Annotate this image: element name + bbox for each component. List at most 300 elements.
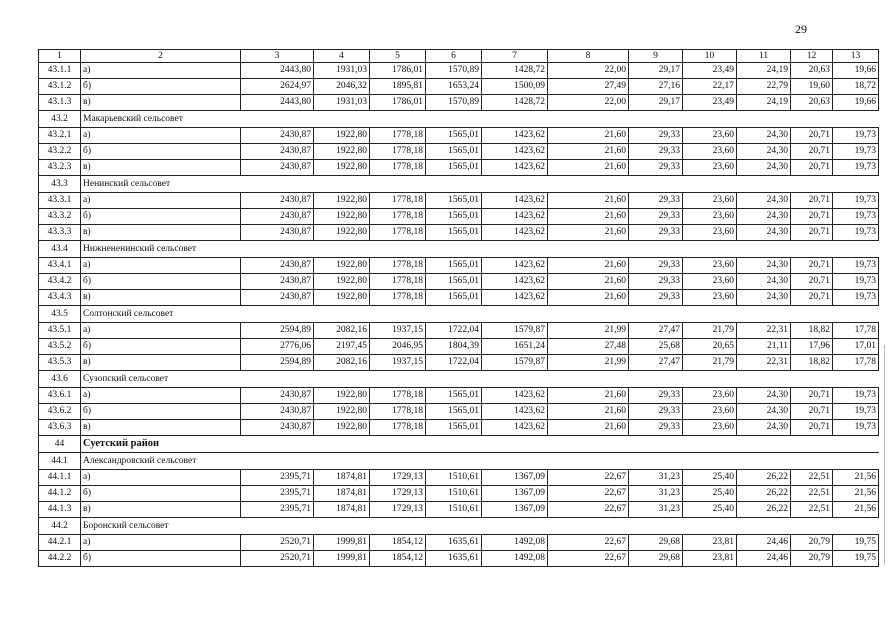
page-number: 29 [795,22,807,36]
value-cell: 2430,87 [241,258,314,274]
row-label: б) [81,551,241,567]
value-cell: 1937,15 [370,323,426,339]
value-cell: 21,60 [548,128,629,144]
value-cell: 19,73 [833,404,879,420]
value-cell: 1729,13 [370,486,426,502]
value-cell: 20,71 [791,420,833,436]
value-cell: 2430,87 [241,225,314,241]
column-header-2: 2 [81,50,241,63]
value-cell: 24,30 [737,144,791,160]
section-heading-row [39,241,879,258]
value-cell: 2776,06 [241,339,314,355]
value-cell: 31,23 [629,486,683,502]
row-code: 43.5.3 [39,355,81,371]
value-cell: 1510,61 [426,502,482,518]
value-cell: 25,68 [629,339,683,355]
table-body [39,63,879,567]
value-cell: 22,31 [737,355,791,371]
row-code: 44.1.3 [39,502,81,518]
table-row [39,290,879,306]
value-cell: 23,81 [683,551,737,567]
value-cell: 21,60 [548,258,629,274]
value-cell: 1565,01 [426,274,482,290]
value-cell: 20,63 [791,95,833,111]
value-cell: 29,68 [629,551,683,567]
value-cell: 1786,01 [370,95,426,111]
value-cell: 19,73 [833,160,879,176]
value-cell: 1565,01 [426,404,482,420]
value-cell: 22,00 [548,95,629,111]
value-cell: 21,60 [548,160,629,176]
section-title: Александровский сельсовет [81,453,879,470]
value-cell: 19,60 [791,79,833,95]
section-title: Ненинский сельсовет [81,176,879,193]
value-cell: 1423,62 [482,420,548,436]
value-cell: 23,60 [683,420,737,436]
value-cell: 29,33 [629,404,683,420]
value-cell: 21,60 [548,290,629,306]
value-cell: 1565,01 [426,225,482,241]
value-cell: 20,71 [791,193,833,209]
district-heading-row [39,436,879,453]
column-header-8: 8 [548,50,629,63]
value-cell: 21,60 [548,209,629,225]
value-cell: 1428,72 [482,63,548,79]
value-cell: 18,72 [833,79,879,95]
value-cell: 1922,80 [314,274,370,290]
column-header-5: 5 [370,50,426,63]
value-cell: 29,33 [629,290,683,306]
value-cell: 1423,62 [482,404,548,420]
section-code: 43.5 [39,306,81,323]
value-cell: 1565,01 [426,420,482,436]
column-header-6: 6 [426,50,482,63]
column-header-7: 7 [482,50,548,63]
value-cell: 1653,24 [426,79,482,95]
row-code: 43.5.1 [39,323,81,339]
value-cell: 2443,80 [241,63,314,79]
value-cell: 19,66 [833,63,879,79]
table-row [39,535,879,551]
district-title: Суетский район [81,436,879,453]
section-code: 43.2 [39,111,81,128]
value-cell: 19,73 [833,193,879,209]
value-cell: 17,78 [833,355,879,371]
section-heading-row [39,306,879,323]
value-cell: 19,66 [833,95,879,111]
table-row [39,95,879,111]
value-cell: 20,63 [791,63,833,79]
row-code: 43.6.2 [39,404,81,420]
table-row [39,551,879,567]
value-cell: 1367,09 [482,470,548,486]
value-cell: 1922,80 [314,160,370,176]
value-cell: 21,56 [833,502,879,518]
row-label: а) [81,323,241,339]
value-cell: 2046,95 [370,339,426,355]
value-cell: 2430,87 [241,420,314,436]
value-cell: 20,71 [791,404,833,420]
value-cell: 20,65 [683,339,737,355]
value-cell: 24,30 [737,274,791,290]
value-cell: 2594,89 [241,355,314,371]
value-cell: 22,79 [737,79,791,95]
row-code: 43.3.3 [39,225,81,241]
row-label: б) [81,404,241,420]
table-row [39,160,879,176]
value-cell: 1565,01 [426,144,482,160]
value-cell: 24,30 [737,160,791,176]
value-cell: 24,30 [737,128,791,144]
value-cell: 1565,01 [426,193,482,209]
row-code: 43.2.3 [39,160,81,176]
value-cell: 1937,15 [370,355,426,371]
value-cell: 1423,62 [482,225,548,241]
value-cell: 1367,09 [482,486,548,502]
value-cell: 1922,80 [314,225,370,241]
value-cell: 19,75 [833,551,879,567]
value-cell: 2046,32 [314,79,370,95]
value-cell: 1922,80 [314,404,370,420]
value-cell: 1874,81 [314,470,370,486]
value-cell: 19,73 [833,144,879,160]
value-cell: 1510,61 [426,486,482,502]
value-cell: 17,96 [791,339,833,355]
value-cell: 23,60 [683,404,737,420]
row-label: в) [81,95,241,111]
value-cell: 1778,18 [370,388,426,404]
value-cell: 1565,01 [426,388,482,404]
value-cell: 29,33 [629,144,683,160]
section-code: 43.4 [39,241,81,258]
value-cell: 24,30 [737,193,791,209]
value-cell: 1922,80 [314,290,370,306]
value-cell: 18,82 [791,323,833,339]
value-cell: 24,19 [737,63,791,79]
value-cell: 1579,87 [482,355,548,371]
value-cell: 2082,16 [314,323,370,339]
table-row [39,486,879,502]
value-cell: 1922,80 [314,128,370,144]
value-cell: 18,82 [791,355,833,371]
table-row [39,225,879,241]
value-cell: 27,49 [548,79,629,95]
column-header-10: 10 [683,50,737,63]
scan-edge-line [884,345,885,565]
row-label: б) [81,144,241,160]
value-cell: 20,79 [791,535,833,551]
table-row [39,144,879,160]
value-cell: 23,60 [683,193,737,209]
value-cell: 1854,12 [370,535,426,551]
value-cell: 2430,87 [241,290,314,306]
value-cell: 19,73 [833,209,879,225]
value-cell: 1778,18 [370,404,426,420]
column-header-13: 13 [833,50,879,63]
value-cell: 2430,87 [241,160,314,176]
value-cell: 1635,61 [426,551,482,567]
value-cell: 1367,09 [482,502,548,518]
value-cell: 2520,71 [241,551,314,567]
value-cell: 1510,61 [426,470,482,486]
value-cell: 19,75 [833,535,879,551]
column-header-11: 11 [737,50,791,63]
value-cell: 29,68 [629,535,683,551]
value-cell: 1492,08 [482,535,548,551]
value-cell: 1722,04 [426,355,482,371]
header-row [39,50,879,63]
value-cell: 1931,03 [314,63,370,79]
value-cell: 1778,18 [370,258,426,274]
row-label: а) [81,63,241,79]
table-row [39,355,879,371]
table-row [39,258,879,274]
section-code: 44 [39,436,81,453]
value-cell: 20,71 [791,388,833,404]
value-cell: 29,17 [629,63,683,79]
value-cell: 21,79 [683,355,737,371]
value-cell: 22,67 [548,502,629,518]
value-cell: 21,79 [683,323,737,339]
value-cell: 2430,87 [241,209,314,225]
value-cell: 1922,80 [314,420,370,436]
value-cell: 2430,87 [241,388,314,404]
value-cell: 19,73 [833,388,879,404]
value-cell: 20,71 [791,258,833,274]
table-row [39,193,879,209]
section-title: Солтонский сельсовет [81,306,879,323]
value-cell: 17,78 [833,323,879,339]
value-cell: 1778,18 [370,209,426,225]
value-cell: 2430,87 [241,128,314,144]
value-cell: 23,49 [683,95,737,111]
table-row [39,209,879,225]
table-row [39,339,879,355]
value-cell: 1729,13 [370,470,426,486]
column-header-1: 1 [39,50,81,63]
value-cell: 22,17 [683,79,737,95]
section-title: Нижнененинский сельсовет [81,241,879,258]
table-header [39,50,879,63]
value-cell: 1999,81 [314,551,370,567]
value-cell: 26,22 [737,470,791,486]
table-row [39,128,879,144]
value-cell: 2395,71 [241,470,314,486]
value-cell: 20,71 [791,290,833,306]
row-label: а) [81,128,241,144]
column-header-12: 12 [791,50,833,63]
value-cell: 27,16 [629,79,683,95]
row-label: б) [81,486,241,502]
value-cell: 1423,62 [482,290,548,306]
value-cell: 2624,97 [241,79,314,95]
value-cell: 1500,09 [482,79,548,95]
row-label: а) [81,258,241,274]
value-cell: 20,71 [791,128,833,144]
value-cell: 29,33 [629,225,683,241]
value-cell: 21,99 [548,323,629,339]
row-label: а) [81,470,241,486]
table-row [39,274,879,290]
row-code: 43.1.1 [39,63,81,79]
table-row [39,63,879,79]
row-label: в) [81,420,241,436]
section-title: Макарьевский сельсовет [81,111,879,128]
value-cell: 19,73 [833,290,879,306]
value-cell: 1428,72 [482,95,548,111]
value-cell: 22,67 [548,486,629,502]
value-cell: 31,23 [629,470,683,486]
value-cell: 29,33 [629,420,683,436]
value-cell: 1565,01 [426,258,482,274]
value-cell: 24,30 [737,258,791,274]
value-cell: 1895,81 [370,79,426,95]
column-header-3: 3 [241,50,314,63]
row-code: 43.3.1 [39,193,81,209]
row-label: в) [81,502,241,518]
value-cell: 20,71 [791,144,833,160]
value-cell: 2082,16 [314,355,370,371]
row-label: а) [81,193,241,209]
value-cell: 20,79 [791,551,833,567]
value-cell: 23,49 [683,63,737,79]
row-label: а) [81,535,241,551]
value-cell: 1423,62 [482,193,548,209]
value-cell: 29,33 [629,128,683,144]
value-cell: 21,56 [833,486,879,502]
value-cell: 2430,87 [241,404,314,420]
value-cell: 1423,62 [482,274,548,290]
section-heading-row [39,371,879,388]
section-code: 44.1 [39,453,81,470]
row-label: а) [81,388,241,404]
row-code: 43.4.1 [39,258,81,274]
value-cell: 19,73 [833,128,879,144]
value-cell: 1778,18 [370,274,426,290]
value-cell: 1922,80 [314,209,370,225]
row-label: в) [81,160,241,176]
section-code: 43.3 [39,176,81,193]
row-code: 44.1.1 [39,470,81,486]
value-cell: 1423,62 [482,209,548,225]
value-cell: 1565,01 [426,128,482,144]
value-cell: 2395,71 [241,486,314,502]
row-code: 44.2.1 [39,535,81,551]
row-code: 44.1.2 [39,486,81,502]
value-cell: 19,73 [833,420,879,436]
row-code: 43.1.2 [39,79,81,95]
value-cell: 1570,89 [426,63,482,79]
value-cell: 24,30 [737,388,791,404]
section-heading-row [39,176,879,193]
value-cell: 22,67 [548,535,629,551]
value-cell: 22,67 [548,551,629,567]
value-cell: 23,60 [683,160,737,176]
value-cell: 29,33 [629,258,683,274]
value-cell: 1635,61 [426,535,482,551]
value-cell: 1565,01 [426,209,482,225]
value-cell: 1570,89 [426,95,482,111]
section-title: Сузопский сельсовет [81,371,879,388]
value-cell: 2430,87 [241,144,314,160]
value-cell: 1423,62 [482,258,548,274]
value-cell: 29,33 [629,193,683,209]
row-label: в) [81,290,241,306]
value-cell: 1729,13 [370,502,426,518]
value-cell: 1565,01 [426,290,482,306]
value-cell: 1786,01 [370,63,426,79]
row-label: б) [81,339,241,355]
value-cell: 1922,80 [314,144,370,160]
value-cell: 22,51 [791,470,833,486]
value-cell: 1778,18 [370,225,426,241]
value-cell: 23,60 [683,258,737,274]
row-code: 43.5.2 [39,339,81,355]
value-cell: 21,60 [548,225,629,241]
table-row [39,420,879,436]
value-cell: 23,60 [683,225,737,241]
value-cell: 1722,04 [426,323,482,339]
value-cell: 23,60 [683,128,737,144]
value-cell: 22,00 [548,63,629,79]
value-cell: 21,60 [548,144,629,160]
value-cell: 1778,18 [370,128,426,144]
value-cell: 21,60 [548,404,629,420]
value-cell: 31,23 [629,502,683,518]
row-code: 43.3.2 [39,209,81,225]
value-cell: 1804,39 [426,339,482,355]
value-cell: 24,19 [737,95,791,111]
value-cell: 1999,81 [314,535,370,551]
value-cell: 23,60 [683,144,737,160]
row-label: б) [81,209,241,225]
value-cell: 21,60 [548,388,629,404]
value-cell: 24,30 [737,404,791,420]
section-code: 43.6 [39,371,81,388]
table-row [39,404,879,420]
value-cell: 24,30 [737,420,791,436]
value-cell: 2594,89 [241,323,314,339]
value-cell: 2430,87 [241,193,314,209]
value-cell: 1778,18 [370,290,426,306]
value-cell: 25,40 [683,486,737,502]
value-cell: 1492,08 [482,551,548,567]
value-cell: 1931,03 [314,95,370,111]
value-cell: 1922,80 [314,388,370,404]
value-cell: 24,30 [737,209,791,225]
value-cell: 23,81 [683,535,737,551]
value-cell: 23,60 [683,209,737,225]
value-cell: 26,22 [737,502,791,518]
section-title: Боронский сельсовет [81,518,879,535]
value-cell: 22,31 [737,323,791,339]
row-label: в) [81,355,241,371]
row-code: 43.2.1 [39,128,81,144]
value-cell: 21,56 [833,470,879,486]
section-heading-row [39,111,879,128]
value-cell: 2443,80 [241,95,314,111]
row-label: б) [81,79,241,95]
value-cell: 20,71 [791,209,833,225]
value-cell: 27,47 [629,323,683,339]
section-code: 44.2 [39,518,81,535]
value-cell: 25,40 [683,502,737,518]
value-cell: 21,60 [548,420,629,436]
value-cell: 1778,18 [370,160,426,176]
value-cell: 19,73 [833,274,879,290]
value-cell: 20,71 [791,225,833,241]
row-label: в) [81,225,241,241]
